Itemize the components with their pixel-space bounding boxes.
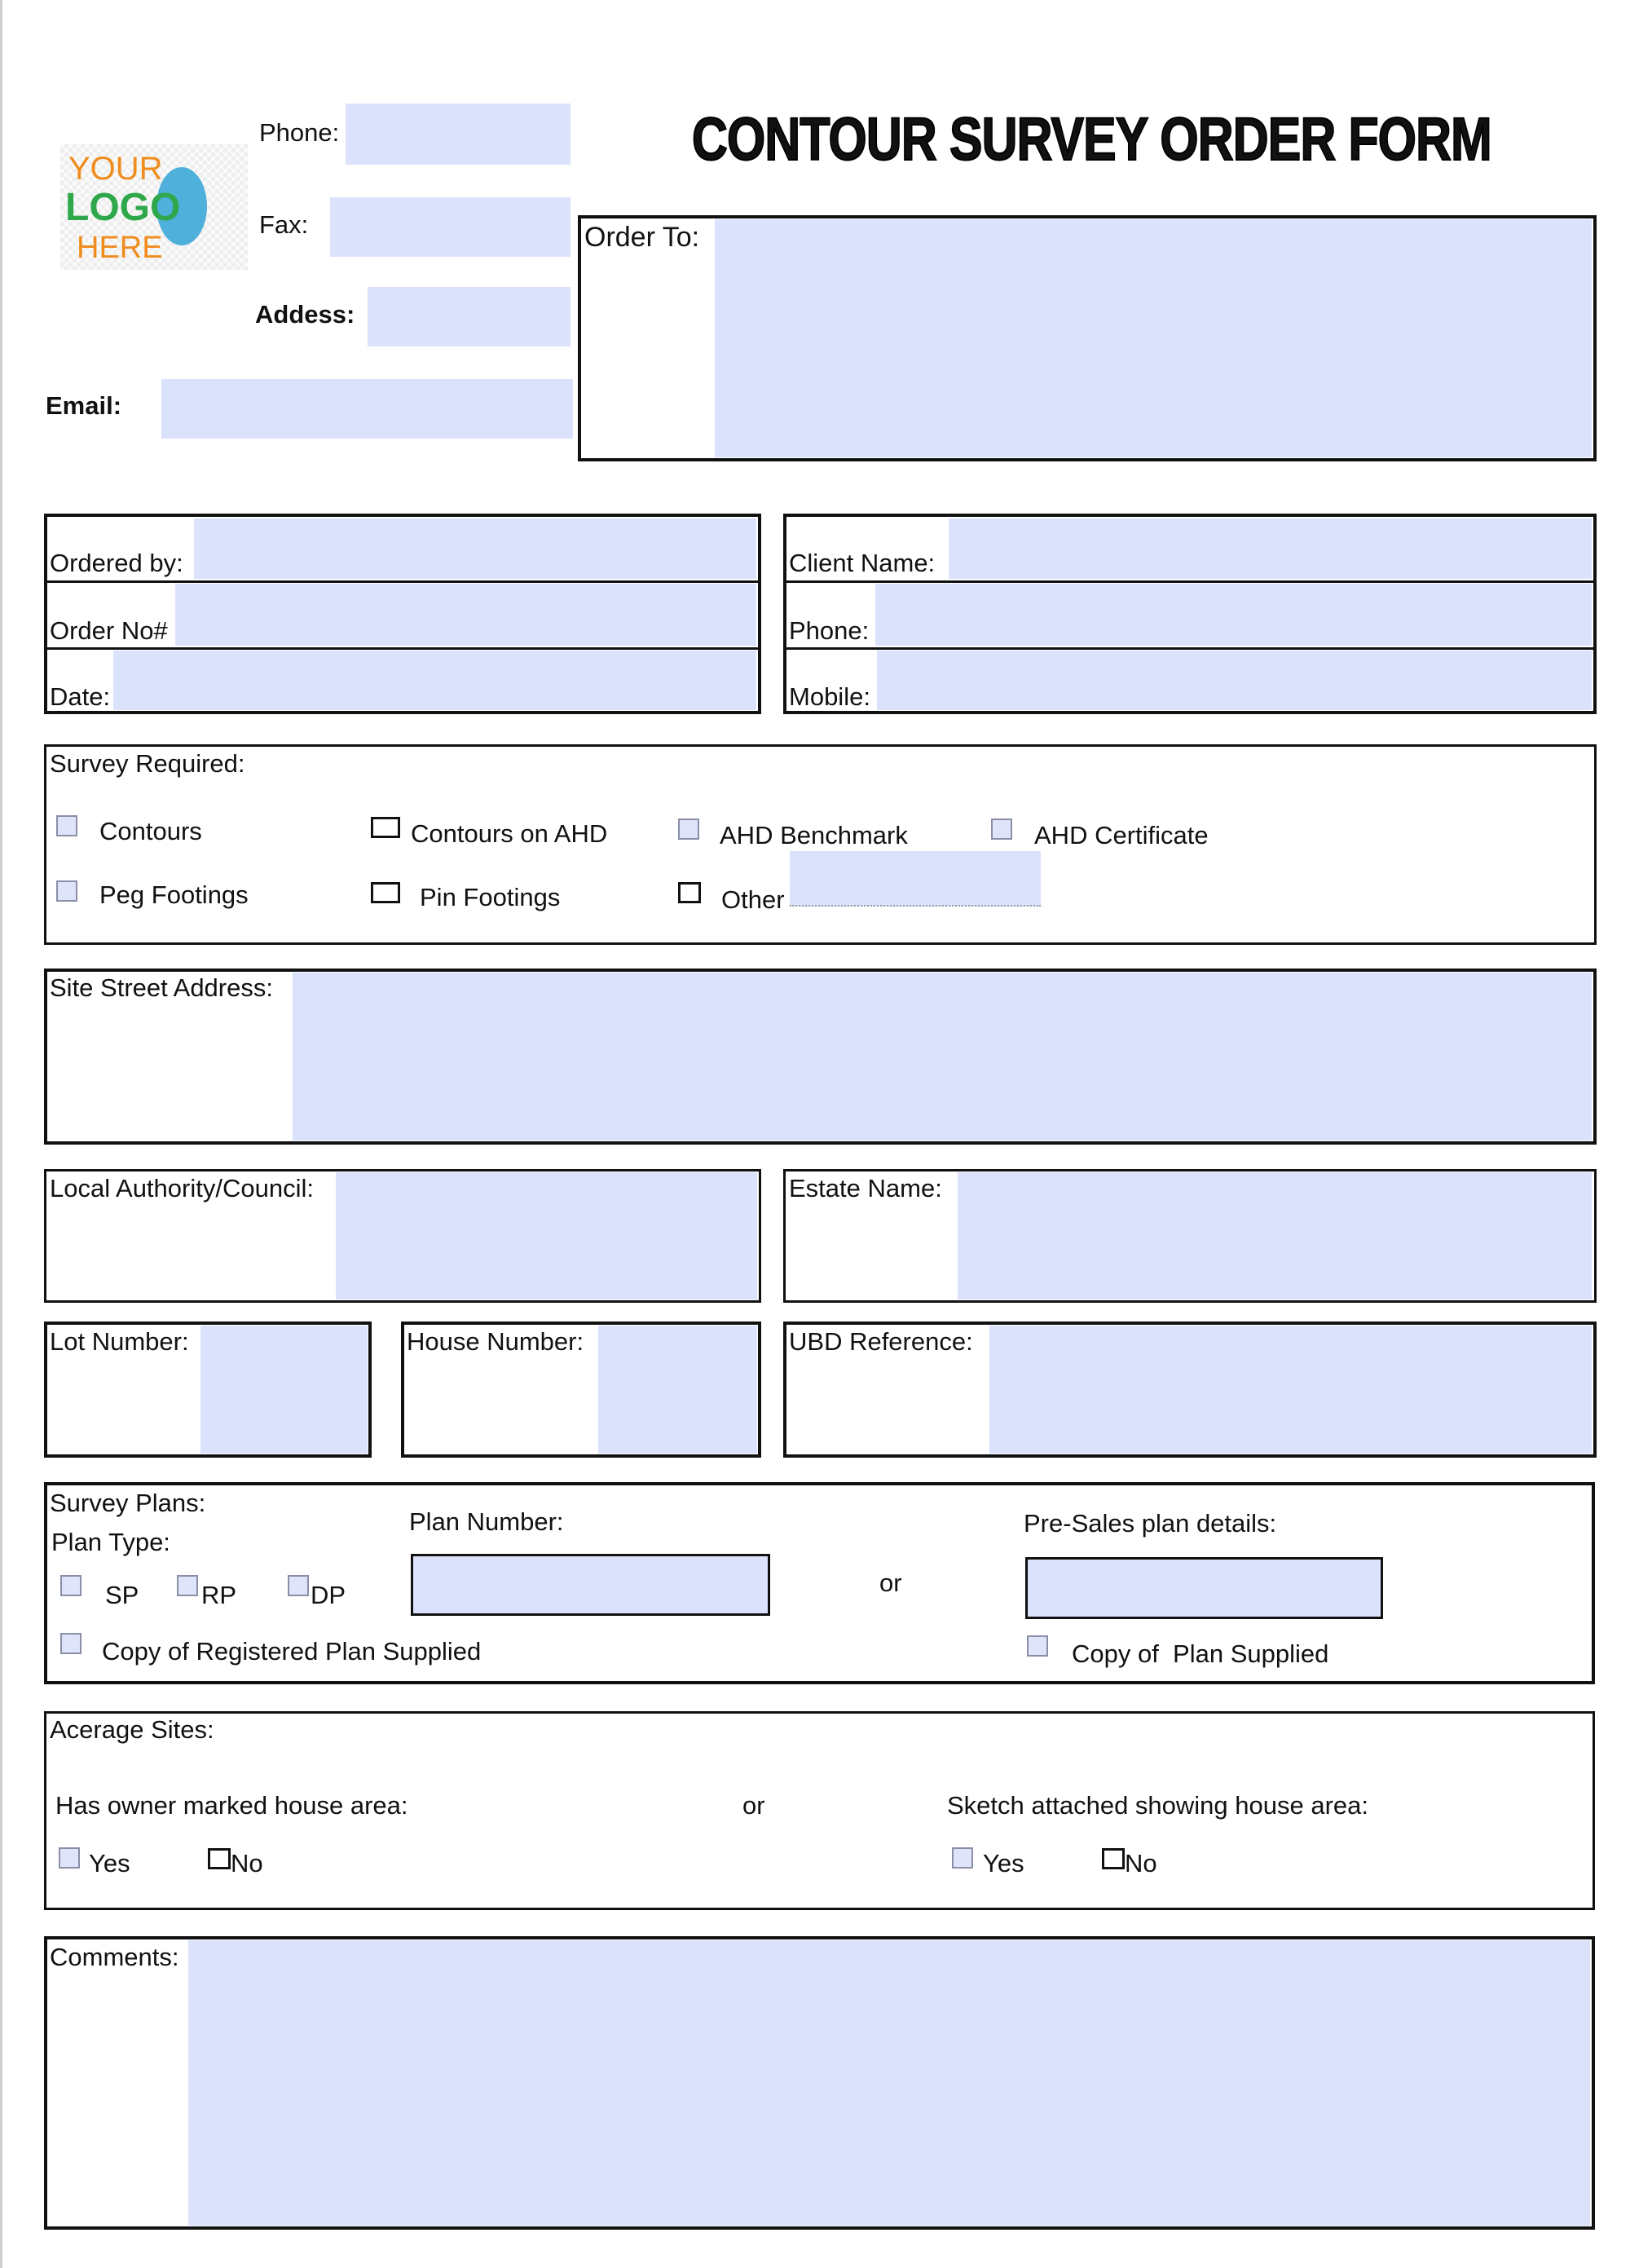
ahd-certificate-label: AHD Certificate (1034, 821, 1209, 849)
sketch-yes-label: Yes (983, 1849, 1024, 1877)
order-to-label: Order To: (584, 222, 700, 253)
other-field[interactable] (790, 851, 1041, 907)
sketch-label: Sketch attached showing house area: (947, 1791, 1369, 1820)
estate-field[interactable] (958, 1172, 1592, 1299)
sketch-no-checkbox[interactable] (1102, 1848, 1125, 1869)
logo: YOUR LOGO HERE (60, 144, 248, 270)
estate-label: Estate Name: (789, 1174, 942, 1202)
ahd-benchmark-checkbox[interactable] (678, 819, 699, 840)
ubd-field[interactable] (989, 1326, 1592, 1454)
plan-number-field[interactable] (411, 1554, 770, 1616)
copy-registered-checkbox[interactable] (60, 1633, 82, 1654)
mobile-label: Mobile: (789, 682, 870, 711)
client-name-field[interactable] (949, 518, 1592, 579)
email-label: Email: (46, 391, 122, 420)
client-phone-field[interactable] (875, 584, 1592, 646)
dp-checkbox[interactable] (288, 1575, 309, 1596)
site-address-label: Site Street Address: (50, 973, 273, 1002)
owner-no-label: No (231, 1849, 263, 1877)
order-no-label: Order No# (50, 616, 168, 645)
contours-ahd-checkbox[interactable] (371, 817, 400, 838)
rp-checkbox[interactable] (177, 1575, 198, 1596)
owner-no-checkbox[interactable] (208, 1848, 231, 1869)
sketch-no-label: No (1125, 1849, 1157, 1877)
email-field[interactable] (161, 379, 573, 439)
lot-label: Lot Number: (50, 1327, 189, 1356)
copy-plan-label: Copy of Plan Supplied (1072, 1639, 1329, 1668)
order-no-field[interactable] (175, 584, 756, 646)
owner-yes-checkbox[interactable] (59, 1847, 80, 1869)
plan-type-label: Plan Type: (51, 1528, 170, 1556)
peg-footings-label: Peg Footings (99, 880, 249, 909)
fax-field[interactable] (330, 197, 570, 257)
presales-label: Pre-Sales plan details: (1024, 1509, 1277, 1538)
survey-required-label: Survey Required: (50, 749, 245, 778)
contours-label: Contours (99, 817, 202, 845)
acerage-label: Acerage Sites: (50, 1715, 214, 1744)
date-field[interactable] (113, 651, 756, 710)
house-label: House Number: (407, 1327, 584, 1356)
mobile-field[interactable] (877, 651, 1592, 710)
sp-label: SP (105, 1581, 139, 1609)
presales-field[interactable] (1025, 1557, 1383, 1619)
sp-checkbox[interactable] (60, 1575, 82, 1596)
owner-marked-label: Has owner marked house area: (55, 1791, 408, 1820)
lot-field[interactable] (200, 1326, 368, 1454)
comments-label: Comments: (50, 1943, 179, 1971)
other-label: Other (721, 885, 785, 914)
address-label: Addess: (255, 300, 355, 329)
peg-footings-checkbox[interactable] (56, 880, 77, 902)
copy-plan-checkbox[interactable] (1027, 1635, 1048, 1657)
pin-footings-label: Pin Footings (420, 883, 561, 911)
council-field[interactable] (336, 1172, 757, 1299)
client-phone-label: Phone: (789, 616, 870, 645)
ordered-by-label: Ordered by: (50, 549, 183, 577)
dp-label: DP (311, 1581, 346, 1609)
phone-label: Phone: (259, 118, 340, 147)
fax-label: Fax: (259, 210, 309, 239)
house-field[interactable] (598, 1326, 757, 1454)
plan-number-label: Plan Number: (409, 1507, 564, 1536)
or-label: or (879, 1569, 902, 1597)
phone-field[interactable] (346, 104, 570, 165)
ubd-label: UBD Reference: (789, 1327, 973, 1356)
contours-ahd-label: Contours on AHD (411, 819, 608, 848)
other-checkbox[interactable] (678, 882, 701, 903)
date-label: Date: (50, 682, 111, 711)
order-to-field[interactable] (715, 219, 1592, 457)
ahd-certificate-checkbox[interactable] (991, 819, 1012, 840)
copy-registered-label: Copy of Registered Plan Supplied (102, 1637, 482, 1666)
address-field[interactable] (368, 287, 570, 346)
form-title: CONTOUR SURVEY ORDER FORM (692, 105, 1491, 173)
pin-footings-checkbox[interactable] (371, 882, 400, 903)
sketch-yes-checkbox[interactable] (952, 1847, 973, 1869)
site-address-field[interactable] (293, 973, 1592, 1141)
ahd-benchmark-label: AHD Benchmark (720, 821, 908, 849)
rp-label: RP (201, 1581, 237, 1609)
contours-checkbox[interactable] (56, 815, 77, 836)
owner-yes-label: Yes (89, 1849, 130, 1877)
client-name-label: Client Name: (789, 549, 936, 577)
comments-field[interactable] (188, 1940, 1590, 2226)
ordered-by-field[interactable] (194, 518, 756, 579)
acerage-or-label: or (742, 1791, 765, 1820)
survey-plans-label: Survey Plans: (50, 1489, 206, 1517)
council-label: Local Authority/Council: (50, 1174, 314, 1202)
